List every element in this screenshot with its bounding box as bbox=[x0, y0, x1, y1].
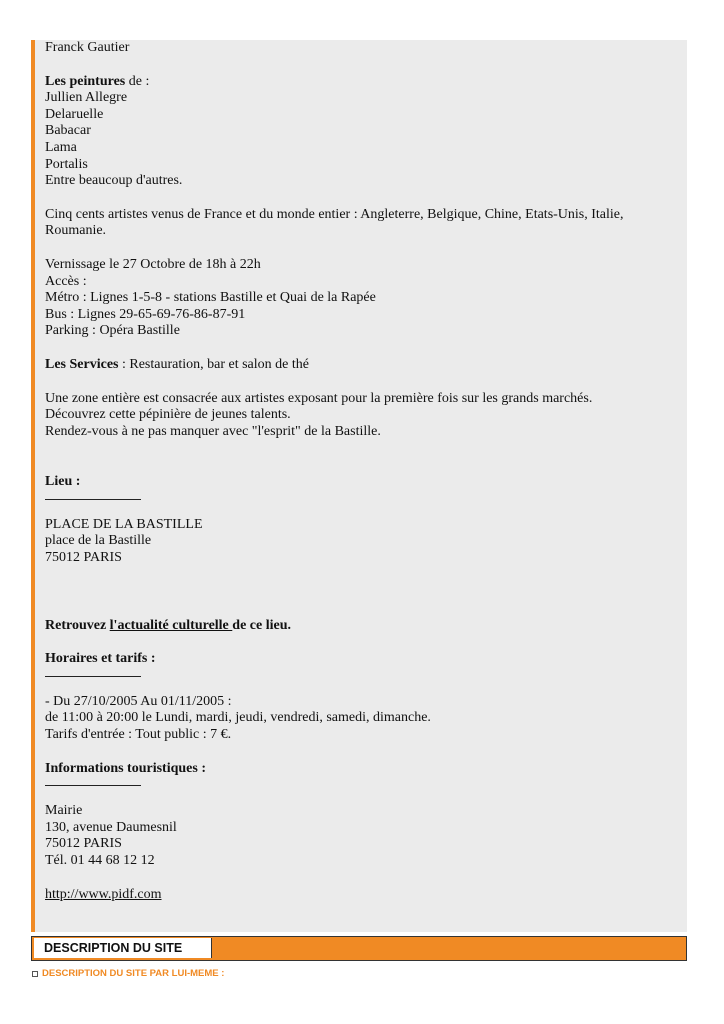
horaires-hours: de 11:00 à 20:00 le Lundi, mardi, jeudi, vendredi, samedi, dimanche. bbox=[45, 710, 431, 726]
mairie-city: 75012 PARIS bbox=[45, 836, 122, 852]
section-title: DESCRIPTION DU SITE bbox=[34, 938, 212, 958]
metro-text: Métro : Lignes 1-5-8 - stations Bastille et Quai de la Rapée bbox=[45, 290, 376, 306]
section-subheading bbox=[32, 968, 224, 979]
access-label: Accès : bbox=[45, 273, 87, 289]
artists-paragraph: Cinq cents artistes venus de France et du monde entier : Angleterre, Belgique, Chine, Etats-Unis, Italie, Roumanie. bbox=[45, 206, 624, 239]
painter-item: Portalis bbox=[45, 156, 88, 172]
horaires-heading: Horaires et tarifs : bbox=[45, 651, 156, 667]
parking-text: Parking : Opéra Bastille bbox=[45, 323, 180, 339]
horaires-tarifs: Tarifs d'entrée : Tout public : 7 €. bbox=[45, 727, 232, 743]
retrouvez-line bbox=[45, 618, 673, 635]
paintings-heading bbox=[45, 74, 673, 91]
website-link[interactable]: http://www.pidf.com bbox=[45, 886, 162, 902]
mairie-phone: Tél. 01 44 68 12 12 bbox=[45, 853, 155, 868]
paintings-suffix: de : bbox=[125, 73, 150, 89]
services-text: : Restauration, bar et salon de thé bbox=[118, 356, 309, 372]
retrouvez-suffix: de ce lieu. bbox=[232, 617, 291, 633]
painter-item: Lama bbox=[45, 139, 77, 155]
painter-item: Entre beaucoup d'autres. bbox=[45, 173, 183, 189]
zone-text-1: Une zone entière est consacrée aux artistes exposant pour la première fois sur les grands marchés. bbox=[45, 390, 593, 406]
author-name: Franck Gautier bbox=[45, 40, 130, 55]
cultural-news-link[interactable]: l'actualité culturelle bbox=[109, 617, 233, 633]
retrouvez-prefix: Retrouvez bbox=[45, 617, 110, 633]
subheading-text: DESCRIPTION DU SITE PAR LUI-MEME : bbox=[42, 968, 225, 979]
lieu-name: PLACE DE LA BASTILLE bbox=[45, 516, 203, 532]
section-header-bar bbox=[31, 936, 687, 961]
lieu-city: 75012 PARIS bbox=[45, 550, 122, 566]
vernissage-text: Vernissage le 27 Octobre de 18h à 22h bbox=[45, 256, 261, 272]
paintings-label: Les peintures bbox=[45, 73, 126, 89]
zone-text-3: Rendez-vous à ne pas manquer avec "l'esprit" de la Bastille. bbox=[45, 423, 381, 439]
painter-item: Jullien Allegre bbox=[45, 90, 128, 106]
services-line bbox=[45, 357, 673, 374]
painter-item: Babacar bbox=[45, 123, 91, 139]
services-label: Les Services bbox=[45, 356, 119, 372]
zone-text-2: Découvrez cette pépinière de jeunes talents. bbox=[45, 407, 291, 423]
horaires-dates: - Du 27/10/2005 Au 01/11/2005 : bbox=[45, 693, 232, 709]
lieu-heading: Lieu : bbox=[45, 474, 81, 490]
mairie-label: Mairie bbox=[45, 803, 83, 819]
panel-content bbox=[45, 40, 673, 903]
content-panel bbox=[31, 40, 687, 932]
painter-item: Delaruelle bbox=[45, 106, 104, 122]
lieu-street: place de la Bastille bbox=[45, 533, 152, 549]
bus-text: Bus : Lignes 29-65-69-76-86-87-91 bbox=[45, 306, 246, 322]
mairie-street: 130, avenue Daumesnil bbox=[45, 819, 177, 835]
infos-heading: Informations touristiques : bbox=[45, 760, 207, 776]
